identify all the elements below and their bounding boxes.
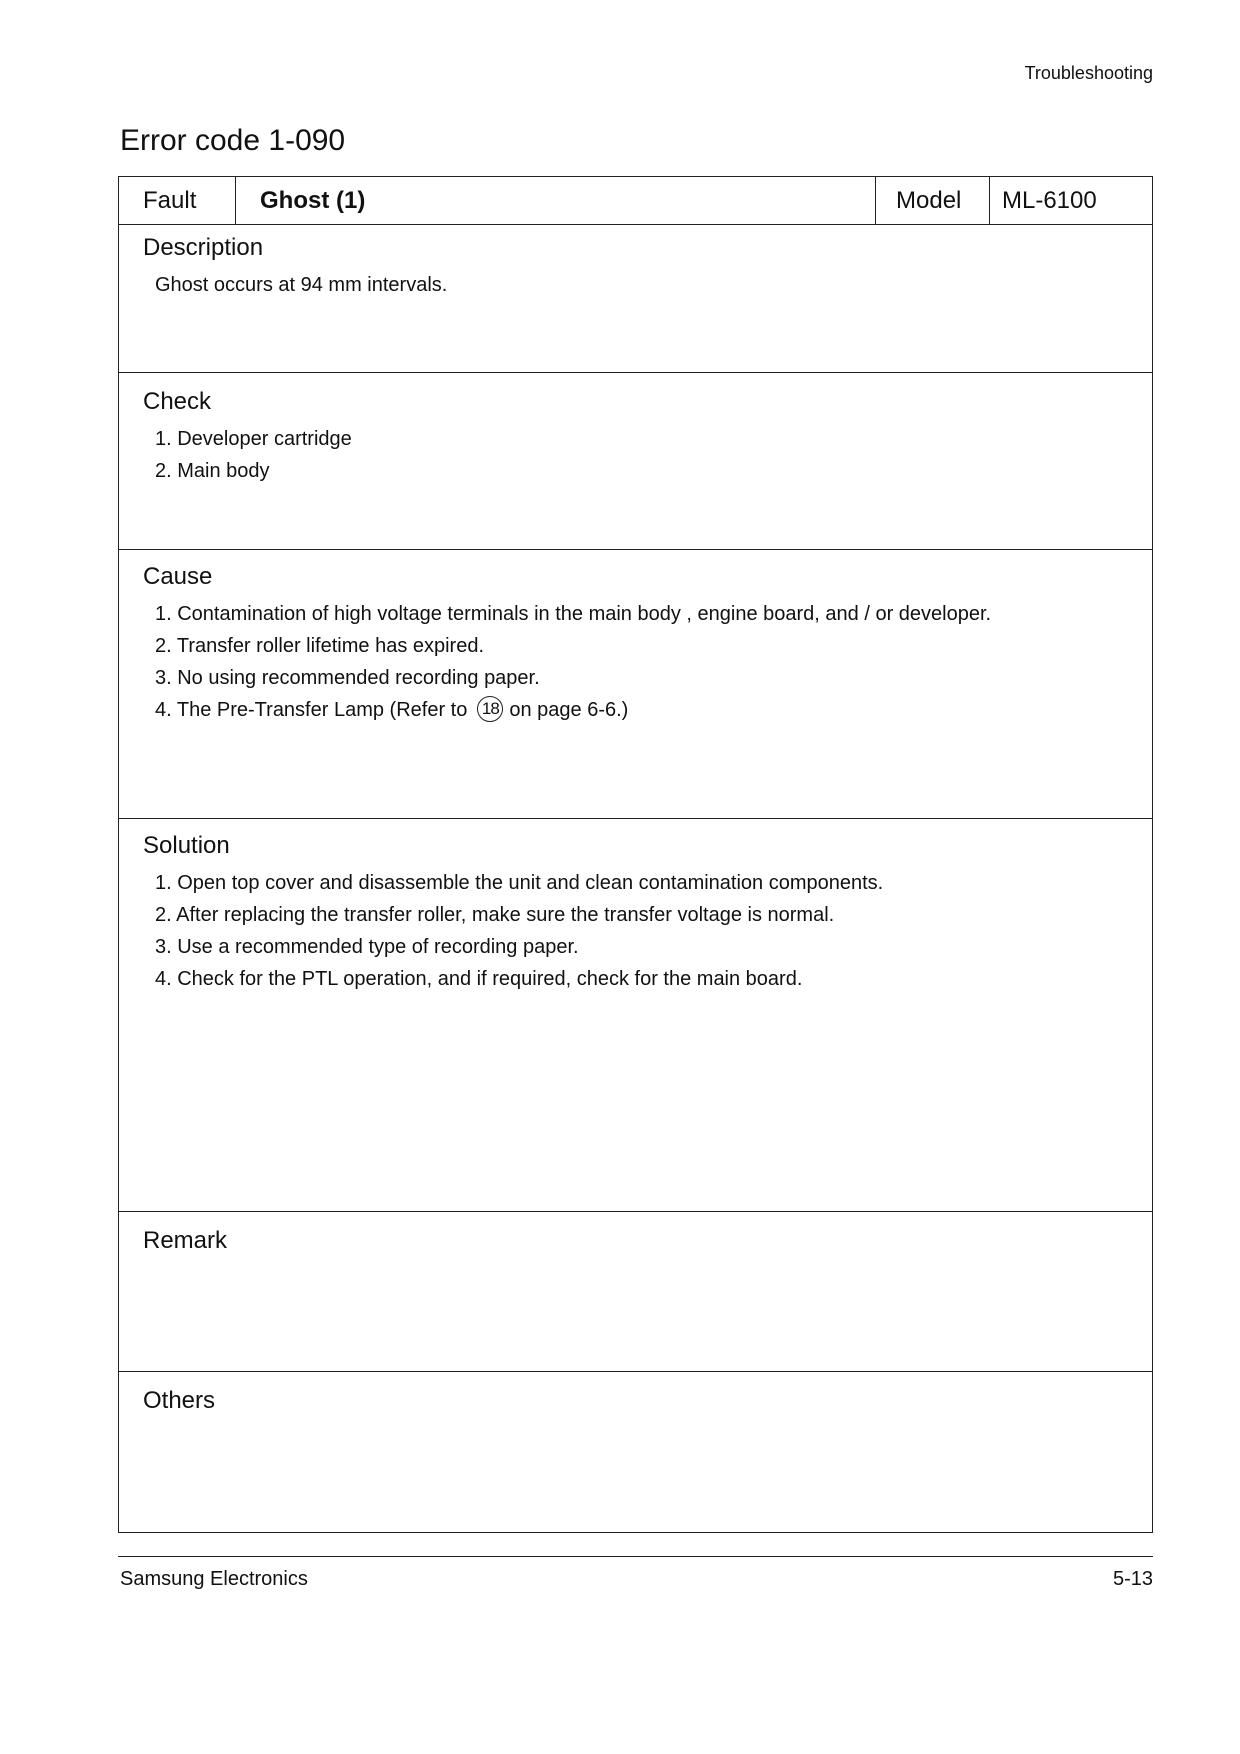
- page-title: Error code 1-090: [120, 124, 346, 157]
- others-title: Others: [143, 1387, 216, 1414]
- footer-company: Samsung Electronics: [120, 1568, 308, 1590]
- cause-item-text: on page 6-6.): [509, 699, 629, 721]
- solution-item: 3. Use a recommended type of recording paper.: [155, 936, 579, 958]
- description-title: Description: [143, 234, 264, 261]
- solution-item: 1. Open top cover and disassemble the unit and clean contamination components.: [155, 872, 884, 894]
- solution-item: 2. After replacing the transfer roller, make sure the transfer voltage is normal.: [155, 904, 835, 926]
- fault-label: Fault: [119, 177, 236, 224]
- description-section: [119, 225, 1152, 373]
- model-value: ML-6100: [1002, 186, 1097, 214]
- cause-section: [119, 550, 1152, 819]
- error-code-form: [118, 176, 1153, 1533]
- running-header: Troubleshooting: [1024, 63, 1153, 83]
- remark-section: [119, 1212, 1152, 1372]
- check-title: Check: [143, 388, 212, 415]
- others-section: [119, 1372, 1152, 1532]
- fault-value: Ghost (1): [236, 177, 876, 224]
- solution-item: 4. Check for the PTL operation, and if required, check for the main board.: [155, 968, 803, 990]
- remark-title: Remark: [143, 1227, 228, 1254]
- footer-divider: [118, 1556, 1153, 1557]
- cause-item: 3. No using recommended recording paper.: [155, 667, 540, 689]
- solution-section: [119, 819, 1152, 1212]
- check-item: 1. Developer cartridge: [155, 428, 352, 450]
- cause-item-text: 4. The Pre-Transfer Lamp (Refer to: [155, 699, 468, 721]
- solution-title: Solution: [143, 832, 230, 859]
- cause-item: 1. Contamination of high voltage terminals in the main body , engine board, and / or developer.: [155, 603, 992, 625]
- cause-item: [155, 694, 1152, 726]
- description-line: Ghost occurs at 94 mm intervals.: [155, 274, 448, 296]
- model-label: Model: [876, 177, 990, 224]
- cause-title: Cause: [143, 563, 213, 590]
- circled-reference-number: 18: [477, 696, 503, 722]
- check-section: [119, 373, 1152, 550]
- fault-model-row: [119, 177, 1152, 225]
- page-number: 5-13: [1112, 1568, 1153, 1590]
- check-item: 2. Main body: [155, 460, 270, 482]
- cause-item: 2. Transfer roller lifetime has expired.: [155, 635, 485, 657]
